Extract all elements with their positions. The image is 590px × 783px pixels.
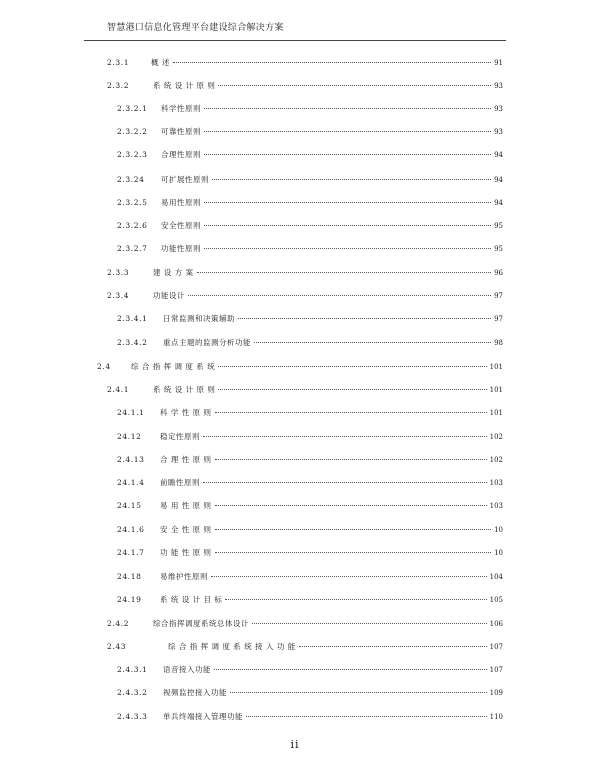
toc-entry-number: 24.12 — [117, 432, 142, 441]
toc-entry-title: 单兵终端接入管理功能 — [163, 712, 243, 721]
toc-entry[interactable] — [117, 688, 503, 698]
toc-entry[interactable] — [117, 595, 503, 605]
toc-entry-title: 前瞻性原则 — [160, 478, 200, 487]
toc-leader-dots — [215, 529, 492, 530]
toc-entry-page: 102 — [489, 456, 503, 464]
toc-leader-dots — [215, 459, 487, 460]
toc-leader-dots — [197, 272, 491, 273]
toc-leader-dots — [211, 576, 487, 577]
toc-leader-dots — [246, 716, 487, 717]
toc-entry-page: 97 — [494, 315, 503, 323]
toc-entry[interactable] — [107, 291, 503, 301]
toc-entry[interactable] — [117, 408, 503, 418]
toc-leader-dots — [230, 692, 487, 693]
toc-leader-dots — [204, 248, 491, 249]
toc-leader-dots — [204, 225, 491, 226]
toc-entry[interactable] — [117, 525, 503, 535]
toc-entry-number: 2.4.3.1 — [117, 665, 148, 674]
toc-entry[interactable] — [117, 221, 503, 231]
toc-entry-page: 95 — [494, 222, 503, 230]
toc-entry-number: 2.4.3.2 — [117, 688, 148, 697]
toc-entry[interactable] — [117, 478, 503, 488]
toc-entry-page: 93 — [494, 128, 503, 136]
toc-entry-title: 日常监测和决策辅助 — [163, 314, 235, 323]
toc-leader-dots — [252, 623, 487, 624]
toc-leader-dots — [218, 85, 491, 86]
toc-leader-dots — [214, 669, 487, 670]
toc-leader-dots — [218, 366, 486, 367]
toc-entry-title: 语音接入功能 — [163, 665, 211, 674]
toc-entry[interactable] — [107, 619, 503, 629]
toc-entry-page: 91 — [494, 59, 503, 67]
toc-entry-title: 合理性原则 — [161, 150, 201, 159]
toc-entry-page: 106 — [489, 620, 503, 628]
toc-entry-title: 稳定性原则 — [160, 432, 200, 441]
toc-entry[interactable] — [117, 127, 503, 137]
page-header-title: 智慧港口信息化管理平台建设综合解决方案 — [107, 23, 284, 33]
toc-entry-number: 24.1.7 — [117, 548, 145, 557]
toc-entry-title: 建 设 方 案 — [153, 268, 194, 277]
toc-entry-title: 综 合 指 挥 调 度 系 统 接 入 功 能 — [168, 642, 296, 651]
toc-entry-page: 107 — [489, 666, 503, 674]
toc-leader-dots — [204, 131, 491, 132]
toc-entry-page: 109 — [489, 689, 503, 697]
toc-entry-number: 2.3.2.6 — [117, 221, 148, 230]
toc-entry[interactable] — [117, 314, 503, 324]
toc-leader-dots — [203, 482, 487, 483]
toc-entry[interactable] — [117, 455, 503, 465]
toc-entry-number: 2.3.2 — [107, 81, 130, 90]
toc-entry-number: 2.3.3 — [107, 268, 130, 277]
toc-entry[interactable] — [117, 432, 503, 442]
toc-entry-number: 2.4.3.3 — [117, 712, 148, 721]
toc-entry-title: 综 合 指 挥 调 度 系 统 — [131, 362, 216, 371]
toc-entry[interactable] — [117, 150, 503, 160]
toc-entry[interactable] — [117, 712, 503, 722]
toc-entry[interactable] — [107, 58, 503, 68]
toc-leader-dots — [212, 179, 491, 180]
toc-entry-page: 98 — [494, 339, 503, 347]
toc-entry-page: 107 — [489, 643, 503, 651]
toc-entry-title: 综合指挥调度系统总体设计 — [153, 619, 249, 628]
toc-entry[interactable] — [117, 244, 503, 254]
toc-entry-number: 2.3.2.7 — [117, 244, 148, 253]
toc-entry-number: 24.1.6 — [117, 525, 145, 534]
toc-entry-title: 系 统 设 计 原 则 — [153, 385, 216, 394]
toc-leader-dots — [225, 599, 486, 600]
toc-entry[interactable] — [107, 81, 503, 91]
toc-entry[interactable] — [117, 104, 503, 114]
toc-entry-number: 2.3.2.2 — [117, 127, 148, 136]
toc-entry-page: 96 — [494, 269, 503, 277]
toc-entry-title: 视频监控接入功能 — [163, 688, 227, 697]
toc-entry[interactable] — [107, 385, 503, 395]
toc-entry-title: 易用性原则 — [161, 198, 201, 207]
toc-entry-number: 24.1.1 — [117, 408, 145, 417]
toc-entry-title: 科学性原则 — [161, 104, 201, 113]
toc-leader-dots — [238, 318, 491, 319]
toc-leader-dots — [215, 552, 492, 553]
toc-entry-page: 101 — [489, 386, 503, 394]
toc-entry-title: 安全性原则 — [161, 221, 201, 230]
toc-entry[interactable] — [117, 338, 503, 348]
toc-entry-page: 93 — [494, 105, 503, 113]
toc-entry-number: 2.4.13 — [117, 455, 145, 464]
toc-entry-number: 2.43 — [107, 642, 127, 651]
toc-entry-number: 2.3.2.3 — [117, 150, 148, 159]
toc-entry-title: 重点主题的监测分析功能 — [163, 338, 251, 347]
toc-entry[interactable] — [117, 501, 503, 511]
toc-entry-number: 24.19 — [117, 595, 142, 604]
toc-entry-title: 功能设计 — [153, 291, 185, 300]
toc-entry-page: 10 — [494, 549, 503, 557]
toc-entry[interactable] — [117, 198, 503, 208]
toc-entry-page: 93 — [494, 82, 503, 90]
toc-entry-number: 2.3.1 — [107, 58, 130, 67]
toc-entry-number: 24.18 — [117, 572, 142, 581]
toc-entry-title: 科 学 性 原 则 — [160, 408, 212, 417]
toc-leader-dots — [188, 295, 491, 296]
toc-entry-title: 易维护性原则 — [160, 572, 208, 581]
toc-leader-dots — [204, 108, 491, 109]
toc-entry-page: 103 — [489, 479, 503, 487]
toc-entry-title: 可扩展性原则 — [161, 175, 209, 184]
toc-entry-number: 24.15 — [117, 501, 142, 510]
toc-entry-title: 系 统 设 计 原 则 — [153, 81, 216, 90]
toc-entry[interactable] — [107, 642, 503, 652]
toc-entry-number: 2.3.4 — [107, 291, 130, 300]
toc-entry-page: 102 — [489, 433, 503, 441]
toc-entry-page: 105 — [489, 596, 503, 604]
toc-entry-number: 2.4.1 — [107, 385, 130, 394]
toc-entry[interactable] — [117, 175, 503, 185]
toc-entry-title: 功能性原则 — [161, 244, 201, 253]
toc-entry[interactable] — [117, 665, 503, 675]
toc-leader-dots — [215, 505, 487, 506]
toc-entry-title: 可靠性原则 — [161, 127, 201, 136]
toc-entry-page: 101 — [489, 363, 503, 371]
toc-entry[interactable] — [117, 572, 503, 582]
toc-entry-page: 94 — [494, 199, 503, 207]
toc-entry-title: 易 用 性 原 则 — [160, 501, 212, 510]
toc-entry-page: 101 — [489, 409, 503, 417]
toc-entry-number: 2.3.4.1 — [117, 314, 148, 323]
toc-entry-number: 24.1.4 — [117, 478, 145, 487]
toc-entry-number: 2.3.24 — [117, 175, 145, 184]
toc-entry-title: 概 述 — [151, 58, 170, 67]
toc-entry-page: 10 — [494, 526, 503, 534]
toc-leader-dots — [254, 342, 491, 343]
toc-entry-title: 系 统 设 计 目 标 — [160, 595, 223, 604]
toc-entry-page: 110 — [489, 713, 503, 721]
toc-leader-dots — [204, 154, 491, 155]
toc-leader-dots — [173, 62, 491, 63]
toc-entry-number: 2.4 — [97, 362, 111, 371]
toc-entry-title: 合 理 性 原 则 — [160, 455, 212, 464]
toc-leader-dots — [204, 202, 491, 203]
toc-entry-number: 2.3.2.5 — [117, 198, 148, 207]
toc-entry[interactable] — [117, 548, 503, 558]
toc-entry-page: 94 — [494, 151, 503, 159]
toc-entry-number: 2.3.2.1 — [117, 104, 148, 113]
toc-entry-number: 2.4.2 — [107, 619, 130, 628]
toc-entry-number: 2.3.4.2 — [117, 338, 148, 347]
toc-entry-page: 103 — [489, 502, 503, 510]
toc-leader-dots — [299, 646, 487, 647]
toc-entry-page: 104 — [489, 573, 503, 581]
toc-entry-title: 功 能 性 原 则 — [160, 548, 212, 557]
toc-entry[interactable] — [97, 362, 503, 372]
toc-entry[interactable] — [107, 268, 503, 278]
toc-entry-page: 95 — [494, 245, 503, 253]
toc-leader-dots — [218, 389, 486, 390]
toc-entry-page: 94 — [494, 176, 503, 184]
toc-leader-dots — [215, 412, 487, 413]
toc-entry-title: 安 全 性 原 则 — [160, 525, 212, 534]
page-number-footer: ii — [290, 738, 300, 751]
toc-entry-page: 97 — [494, 292, 503, 300]
toc-leader-dots — [203, 436, 487, 437]
